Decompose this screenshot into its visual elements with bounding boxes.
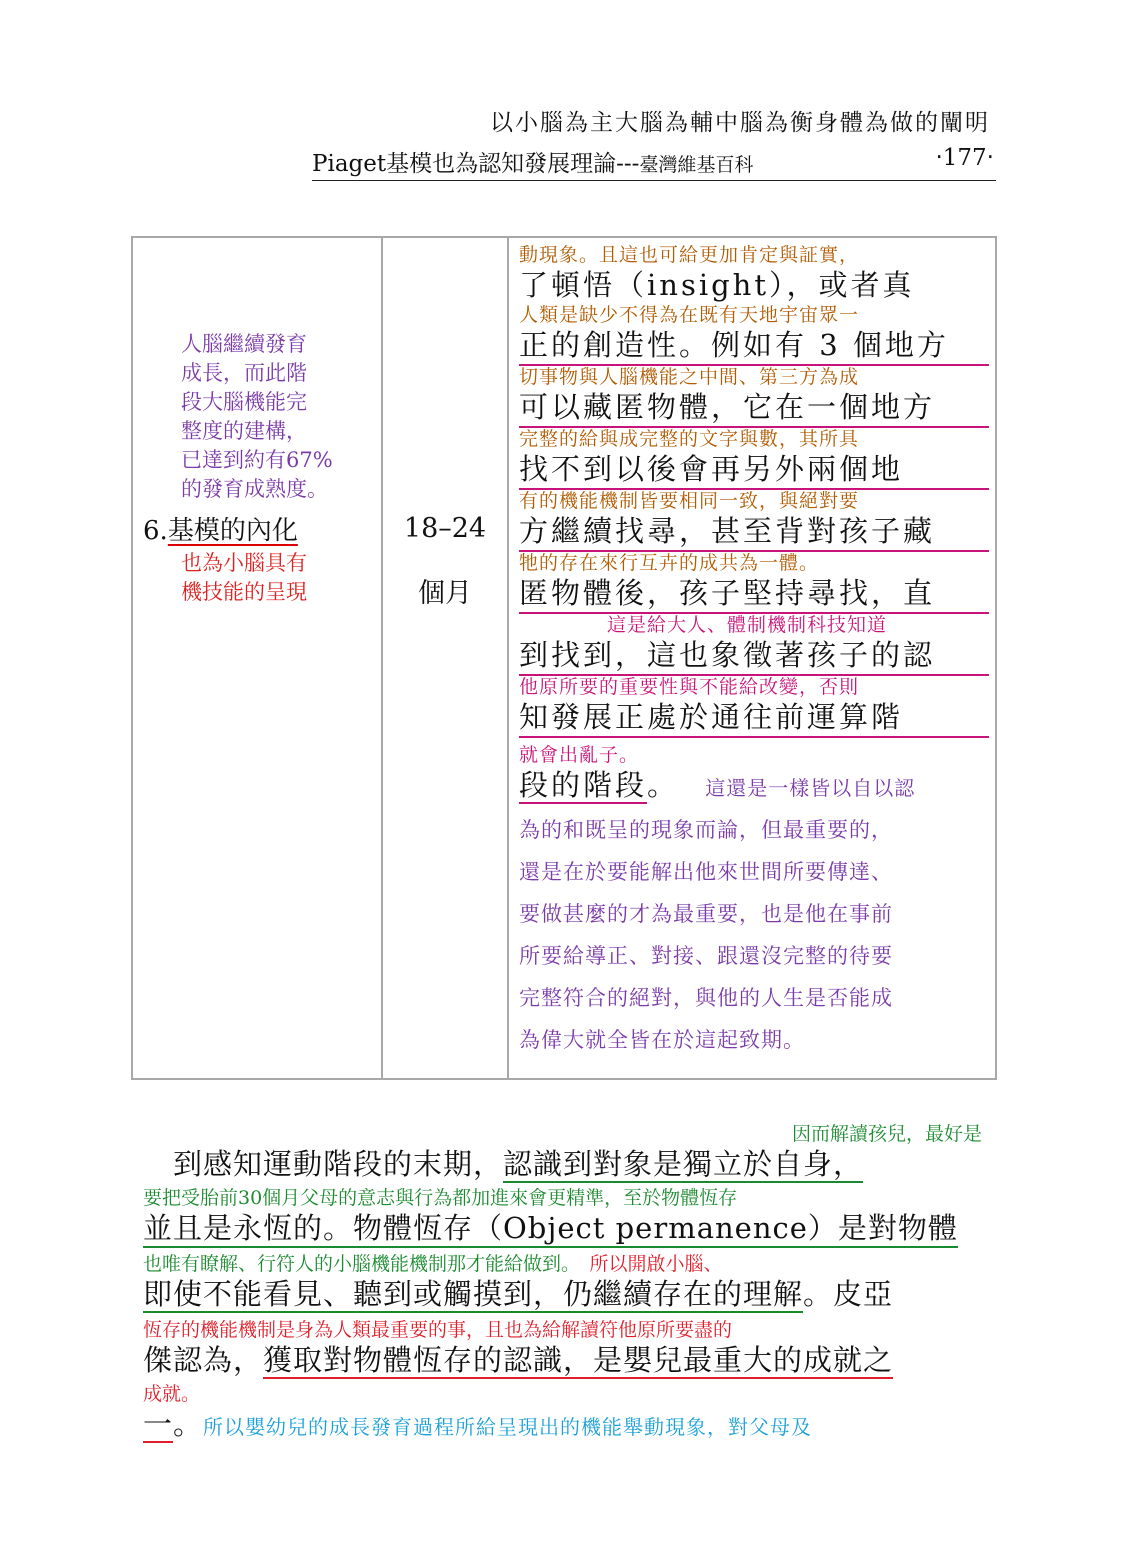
annotation-line: 這是給大人、體制機制科技知道: [607, 614, 888, 636]
annotation-line: 人類是缺少不得為在既有天地宇宙眾一: [519, 304, 860, 326]
annotation-line: 牠的存在來行互卉的成共為一體。: [519, 552, 820, 574]
annotation-line: 因而解讀孩兒，最好是: [791, 1123, 982, 1145]
body-text: 即使不能看見、聽到或觸摸到，仍繼續存在的理解: [143, 1277, 804, 1311]
body-line: [143, 1146, 988, 1182]
note-line: 人腦繼續發育: [181, 332, 307, 356]
body-line: [519, 326, 989, 366]
age-range: 18–24: [403, 513, 487, 544]
body-text: 。: [173, 1407, 204, 1441]
body-text: 傑認為，: [143, 1343, 264, 1377]
body-line: [143, 1406, 988, 1445]
body-line: 並且是永恆的。物體恆存（Object permanence）是對物體: [143, 1210, 958, 1248]
annotation-line: 要做甚麼的才為最重要，也是他在事前: [519, 902, 893, 926]
stage-title: [143, 510, 373, 547]
body-line: 方繼續找尋，甚至背對孩子藏: [519, 512, 989, 552]
annotation-line: 他原所要的重要性與不能給改變，否則: [519, 676, 860, 698]
annotation-line: 完整符合的絕對，與他的人生是否能成: [519, 986, 893, 1010]
annotation-line: 動現象。且這也可給更加肯定與証實，: [519, 244, 860, 266]
body-text: 獲取對物體恆存的認識，是嬰兒最重大的成就之: [263, 1343, 894, 1377]
body-line: 知發展正處於通往前運算階: [519, 698, 989, 738]
body-line: [519, 766, 989, 809]
body-text: 到感知運動階段的末期，: [143, 1147, 504, 1181]
annotation-line: [143, 1252, 988, 1276]
annotation-text: 所以開啟小腦、: [589, 1253, 723, 1275]
stage-note-red: [143, 549, 373, 607]
annotation-line: 為偉大就全皆在於這起致期。: [519, 1028, 805, 1052]
description-cell: [519, 244, 989, 1061]
body-line: 了頓悟（insight），或者真: [519, 268, 915, 302]
body-text: 一: [143, 1407, 174, 1441]
note-line: 已達到約有67%: [181, 448, 333, 472]
stage-name: 基模的內化: [167, 516, 298, 546]
body-text: 認識到對象是獨立於自身，: [503, 1147, 864, 1181]
age-unit: 個月: [418, 578, 472, 609]
header-source: 臺灣維基百科: [639, 154, 754, 176]
stage-note-purple: [143, 330, 373, 504]
annotation-line: 成就。: [143, 1383, 201, 1405]
stage-number: 6.: [143, 516, 168, 546]
annotation-line: 要把受胎前30個月父母的意志與行為都加進來會更精準，至於物體恆存: [143, 1187, 738, 1209]
body-text: 。: [647, 768, 680, 802]
note-line: 機技能的呈現: [181, 580, 307, 604]
body-paragraph: [143, 1122, 988, 1445]
stage-cell: [143, 330, 373, 607]
header-subtitle-main: Piaget基模也為認知發展理論---: [312, 151, 640, 177]
stage-table: [131, 236, 997, 1080]
note-line: 整度的建構，: [181, 419, 307, 443]
body-text: 段的階段: [519, 768, 648, 802]
page-number: ‧177‧: [935, 145, 994, 171]
body-text: 正的創造性。例如: [519, 328, 776, 362]
annotation-line: 有的機能機制皆要相同一致，與絕對要: [519, 490, 860, 512]
annotation-line: 還是在於要能解出他來世間所要傳達、: [519, 860, 893, 884]
annotation-line: 就會出亂子。: [519, 744, 640, 766]
body-line: [143, 1276, 988, 1312]
annotation-inline: 所以嬰幼兒的成長發育過程所給呈現出的機能舉動現象，對父母及: [203, 1415, 813, 1439]
annotation-line: 完整的給與成完整的文字與數，其所具: [519, 428, 860, 450]
table-divider: [381, 238, 383, 1078]
running-header-title: 以小腦為主大腦為輔中腦為衡身體為做的闡明: [490, 110, 990, 136]
annotation-inline: 這還是一樣皆以自以認: [705, 776, 916, 800]
note-line: 也為小腦具有: [181, 551, 307, 575]
running-header-subtitle: [312, 145, 996, 181]
note-line: 成長，而此階: [181, 361, 307, 385]
body-text: 有 3 個地方: [775, 328, 949, 362]
note-line: 的發育成熟度。: [181, 477, 328, 501]
table-divider: [507, 238, 509, 1078]
body-text: 。皮亞: [803, 1277, 894, 1311]
body-line: 找不到以後會再另外兩個地: [519, 450, 989, 490]
body-line: [143, 1342, 988, 1378]
body-line: 匿物體後，孩子堅持尋找，直: [519, 574, 989, 614]
body-line: 可以藏匿物體，它在一個地方: [519, 388, 989, 428]
annotation-line: 所要給導正、對接、跟還沒完整的待要: [519, 944, 893, 968]
note-line: 段大腦機能完: [181, 390, 307, 414]
body-line: 到找到，這也象徵著孩子的認: [519, 636, 989, 676]
annotation-text: 也唯有瞭解、行符人的小腦機能機制那才能給做到。: [143, 1253, 571, 1275]
annotation-line: 為的和既呈的現象而論，但最重要的，: [519, 818, 893, 842]
annotation-line: 恆存的機能機制是身為人類最重要的事，且也為給解讀符他原所要盡的: [143, 1319, 733, 1341]
annotation-line: 切事物與人腦機能之中間、第三方為成: [519, 366, 860, 388]
